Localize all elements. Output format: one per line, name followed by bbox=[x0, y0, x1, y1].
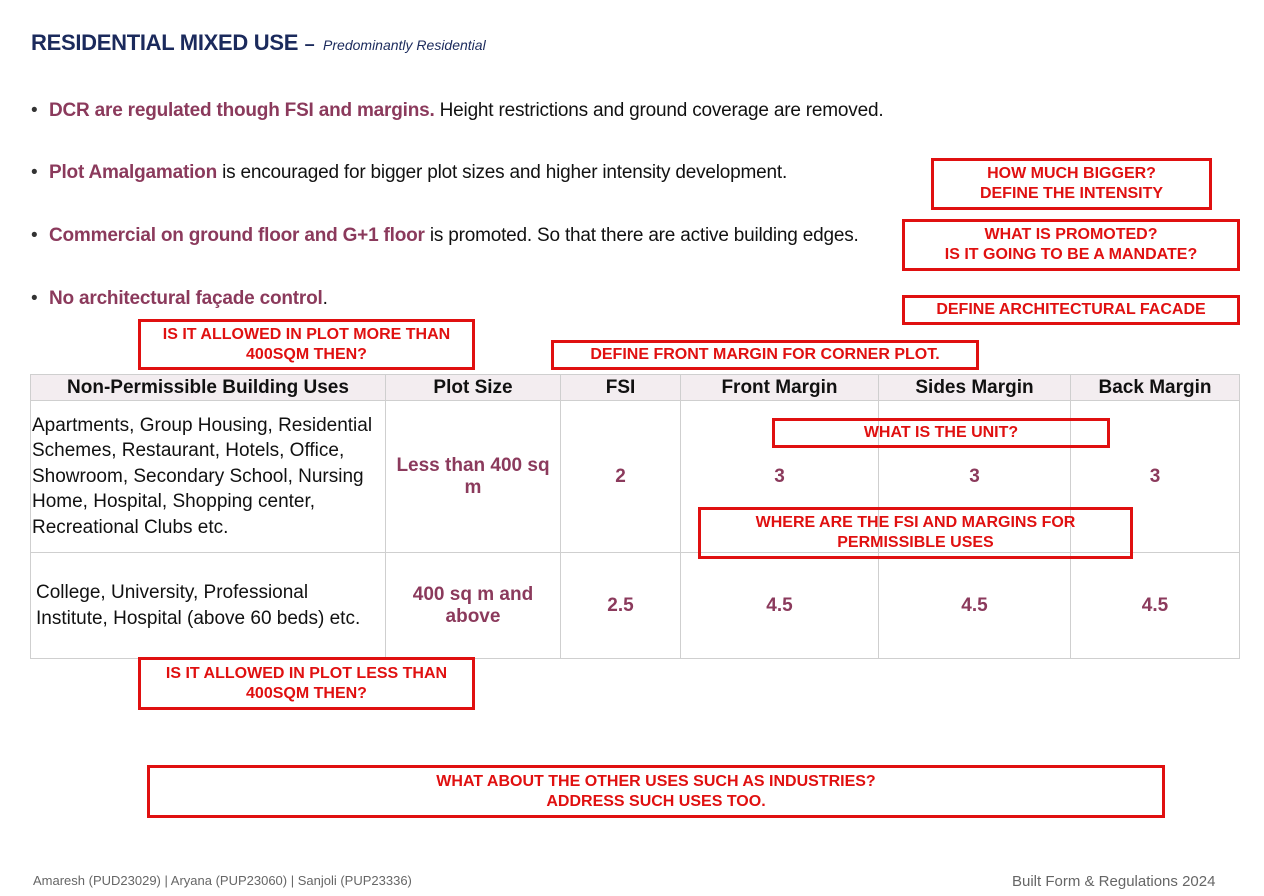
bullet-dcr bbox=[31, 100, 883, 122]
bullet-text: is encouraged for bigger plot sizes and higher intensity development. bbox=[216, 162, 788, 183]
bullet-dot: • bbox=[31, 288, 38, 309]
bullet-amalgamation bbox=[31, 162, 787, 184]
footer-authors: Amaresh (PUD23029) | Aryana (PUP23060) | Sanjoli (PUP23336) bbox=[33, 873, 412, 888]
bullet-highlight: No architectural façade control bbox=[49, 288, 323, 309]
note-other-uses bbox=[147, 765, 1165, 818]
bullet-highlight: Plot Amalgamation bbox=[49, 162, 217, 183]
bullet-text: . bbox=[322, 288, 328, 309]
note-line: 400SQM THEN? bbox=[246, 684, 367, 702]
note-line: 400SQM THEN? bbox=[246, 345, 367, 363]
footer-course: Built Form & Regulations 2024 bbox=[1012, 873, 1216, 890]
cell-front-margin: 3 bbox=[681, 401, 879, 553]
bullet-dot: • bbox=[31, 225, 38, 246]
note-what-is-unit bbox=[772, 418, 1110, 448]
note-line: IS IT GOING TO BE A MANDATE? bbox=[944, 246, 1198, 263]
title-dash: – bbox=[304, 34, 315, 54]
note-line: DEFINE ARCHITECTURAL FACADE bbox=[936, 301, 1206, 318]
title-main: RESIDENTIAL MIXED USE bbox=[31, 30, 299, 55]
note-define-facade bbox=[902, 295, 1240, 325]
cell-back-margin: 4.5 bbox=[1071, 553, 1240, 659]
note-line: HOW MUCH BIGGER? bbox=[987, 165, 1156, 182]
note-line: IS IT ALLOWED IN PLOT MORE THAN bbox=[162, 325, 451, 343]
bullet-text: Height restrictions and ground coverage are removed. bbox=[434, 100, 884, 121]
note-line: WHERE ARE THE FSI AND MARGINS FOR bbox=[755, 514, 1076, 531]
bullet-highlight: Commercial on ground floor and G+1 floor bbox=[49, 225, 425, 246]
note-more-than-400 bbox=[138, 319, 475, 370]
bullet-highlight: DCR are regulated though FSI and margins. bbox=[49, 100, 435, 121]
bullet-text: is promoted. So that there are active building edges. bbox=[424, 225, 859, 246]
note-line: PERMISSIBLE USES bbox=[837, 534, 994, 551]
note-how-much-bigger bbox=[931, 158, 1212, 210]
cell-plot-size: 400 sq m and above bbox=[386, 553, 561, 659]
cell-fsi: 2.5 bbox=[561, 553, 681, 659]
cell-front-margin: 4.5 bbox=[681, 553, 879, 659]
note-corner-plot bbox=[551, 340, 979, 370]
cell-uses: College, University, Professional Institute, Hospital (above 60 beds) etc. bbox=[31, 553, 386, 659]
note-permissible-uses bbox=[698, 507, 1133, 559]
note-what-is-promoted bbox=[902, 219, 1240, 271]
header-sides-margin: Sides Margin bbox=[879, 375, 1071, 401]
bullet-dot: • bbox=[31, 162, 38, 183]
cell-back-margin: 3 bbox=[1071, 401, 1240, 553]
header-back-margin: Back Margin bbox=[1071, 375, 1240, 401]
note-line: IS IT ALLOWED IN PLOT LESS THAN bbox=[165, 664, 448, 682]
cell-sides-margin: 4.5 bbox=[879, 553, 1071, 659]
cell-fsi: 2 bbox=[561, 401, 681, 553]
bullet-facade bbox=[31, 288, 328, 310]
page-title bbox=[31, 30, 486, 56]
note-line: WHAT ABOUT THE OTHER USES SUCH AS INDUSTRIES? bbox=[436, 772, 876, 790]
note-line: DEFINE FRONT MARGIN FOR CORNER PLOT. bbox=[590, 346, 940, 363]
header-front-margin: Front Margin bbox=[681, 375, 879, 401]
cell-sides-margin: 3 bbox=[879, 401, 1071, 553]
bullet-commercial bbox=[31, 225, 859, 247]
note-line: WHAT IS PROMOTED? bbox=[984, 226, 1158, 243]
header-uses: Non-Permissible Building Uses bbox=[31, 375, 386, 401]
header-fsi: FSI bbox=[561, 375, 681, 401]
note-line: DEFINE THE INTENSITY bbox=[979, 185, 1164, 202]
cell-uses: Apartments, Group Housing, Residential Schemes, Restaurant, Hotels, Office, Showroom, Secondary School, Nursing Home, Hospital, Shopping center, Recreational Clubs etc. bbox=[31, 401, 386, 553]
note-less-than-400 bbox=[138, 657, 475, 710]
cell-plot-size: Less than 400 sq m bbox=[386, 401, 561, 553]
table-header-row bbox=[31, 375, 1240, 401]
bullet-dot: • bbox=[31, 100, 38, 121]
note-line: WHAT IS THE UNIT? bbox=[863, 424, 1019, 441]
table-row bbox=[31, 553, 1240, 659]
title-subtitle: Predominantly Residential bbox=[323, 37, 486, 53]
note-line: ADDRESS SUCH USES TOO. bbox=[546, 792, 766, 810]
header-plot-size: Plot Size bbox=[386, 375, 561, 401]
